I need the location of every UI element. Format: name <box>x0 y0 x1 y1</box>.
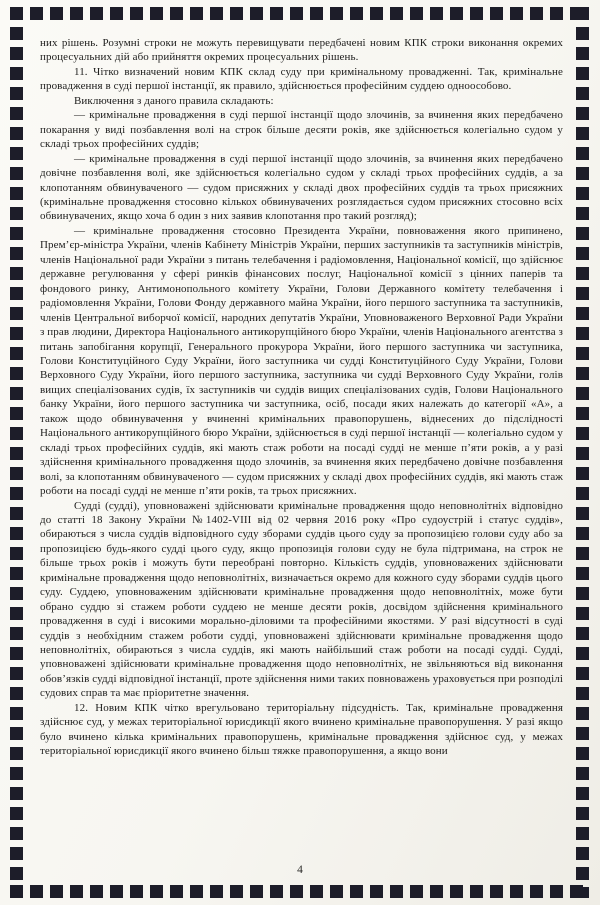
paragraph-exception-1: — кримінальне провадження в суді першої інстанції щодо злочинів, за вчинення яких передбачено покарання у виді позбавлення волі на строк більше десяти років, яке здійснюється колегіально судом у складі трьох професійних суддів; <box>40 109 563 151</box>
paragraph-exception-2: — кримінальне провадження в суді першої інстанції щодо злочинів, за вчинення яких передбачено довічне позбавлення волі, яке здійснюється колегіально судом у складі трьох професійних суддів, а за клопотанням обвинуваченого — судом присяжних у складі двох професійних суддів та трьох присяжних (кримінальне провадження стосовно кількох обвинувачених розглядається судом присяжних стосовно всіх обвинувачених, якщо хоча б один з них заявив клопотання про такий розгляд); <box>40 152 563 223</box>
decorative-border-top <box>10 7 590 20</box>
paragraph-item-12: 12. Новим КПК чітко врегульовано територіальну підсудність. Так, кримінальне провадження здійснює суд, у межах територіальної юрисдикції якого вчинено кримінальне правопорушення. У разі якщо було вчинено кілька кримінальних правопорушень, кримінальне провадження здійснює суд, у межах територіальної юрисдикції якого вчинено більш тяжке правопорушення, а якщо вони <box>40 701 563 758</box>
page-text-block <box>40 36 563 759</box>
paragraph-exception-3: — кримінальне провадження стосовно Президента України, повноваження якого припинено, Прем’єр-міністра України, членів Кабінету Міністрів України, перших заступників та заступників міністрів, членів Національної ради України з питань телебачення і радіомовлення, Національної комісії, що здійснює державне регулювання у сфері ринків фінансових послуг, Національної комісії з цінних паперів та фондового ринку, Антимонопольного комітету України, Голови Державного комітету телебачення і радіомовлення України, Голови Фонду державного майна України, його першого заступника та заступників, членів Центральної виборчої комісії, народних депутатів України, Уповноваженого Верховної Ради України з прав людини, Директора Національного антикорупційного бюро України, членів Національного агентства з питань запобігання корупції, Генерального прокурора України, його першого заступника чи заступника, Голови Конституційного Суду України, його заступника чи судді Конституційного Суду України, Голови Верховного Суду України, його першого заступника, заступника чи судді Верховного Суду України, голів вищих спеціалізованих судів, їх заступників чи суддів вищих спеціалізованих судів, Голови Національного банку України, його першого заступника чи заступника, осіб, посади яких належать до категорії «А», а також щодо обвинувачення у вчиненні кримінальних правопорушень, віднесених до підслідності Національного антикорупційного бюро України, здійснюється в суді першої інстанції — колегіально судом у складі трьох професійних суддів, які мають стаж роботи на посаді судді не менше п’яти років, а у разі здійснення кримінального провадження щодо злочинів, за вчинення яких передбачено довічне позбавлення волі, за клопотанням обвинуваченого — судом присяжних у складі двох професійних суддів, які мають стаж роботи на посаді судді не менше п’яти років, та трьох присяжних. <box>40 224 563 498</box>
decorative-border-bottom <box>10 885 590 898</box>
page-number: 4 <box>297 864 303 876</box>
decorative-border-right <box>576 7 589 898</box>
decorative-border-left <box>10 7 23 898</box>
paragraph-exceptions-intro: Виключення з даного правила складають: <box>74 94 274 107</box>
paragraph-continuation: них рішень. Розумні строки не можуть перевищувати передбачені новим КПК строки виконання окремих процесуальних дій або прийняття окремих процесуальних рішень. <box>40 37 563 64</box>
paragraph-item-11: 11. Чітко визначений новим КПК склад суду при кримінальному провадженні. Так, кримінальне провадження в суді першої інстанції, як правило, здійснюється професійним суддею одноособово. <box>40 65 563 93</box>
paragraph-juvenile-judges: Судді (судді), уповноважені здійснювати кримінальне провадження щодо неповнолітніх відповідно до статті 18 Закону України №1402-VIII від 02 червня 2016 року «Про судоустрій і статус суддів», обираються з числа суддів відповідного суду зборами суддів цього суду за пропозицією голови суду або за пропозицією будь-якого судді цього суду, якщо пропозиція голови суду не була підтримана, на строк не більше трьох років і можуть бути переобрані повторно. Кількість суддів, уповноважених здійснювати кримінальне провадження щодо неповнолітніх, визначається окремо для кожного суду зборами суддів цього суду. Суддею, уповноваженим здійснювати кримінальне провадження щодо неповнолітніх, може бути обрано суддю зі стажем роботи суддею не менше десяти років, досвідом здійснення кримінального провадження в суді і високими морально-діловими та професійними якостями. У разі відсутності в суді суддів з необхідним стажем роботи судді, уповноважені здійснювати кримінальне провадження щодо неповнолітніх, обираються з числа суддів, які мають найбільший стаж роботи на посаді судді. Судді, уповноважені здійснювати кримінальне провадження щодо неповнолітніх, не звільняються від виконання обов’язків судді відповідної інстанції, проте здійснення ними таких повноважень ураховується при розподілі судових справ та має пріоритетне значення. <box>40 499 563 700</box>
